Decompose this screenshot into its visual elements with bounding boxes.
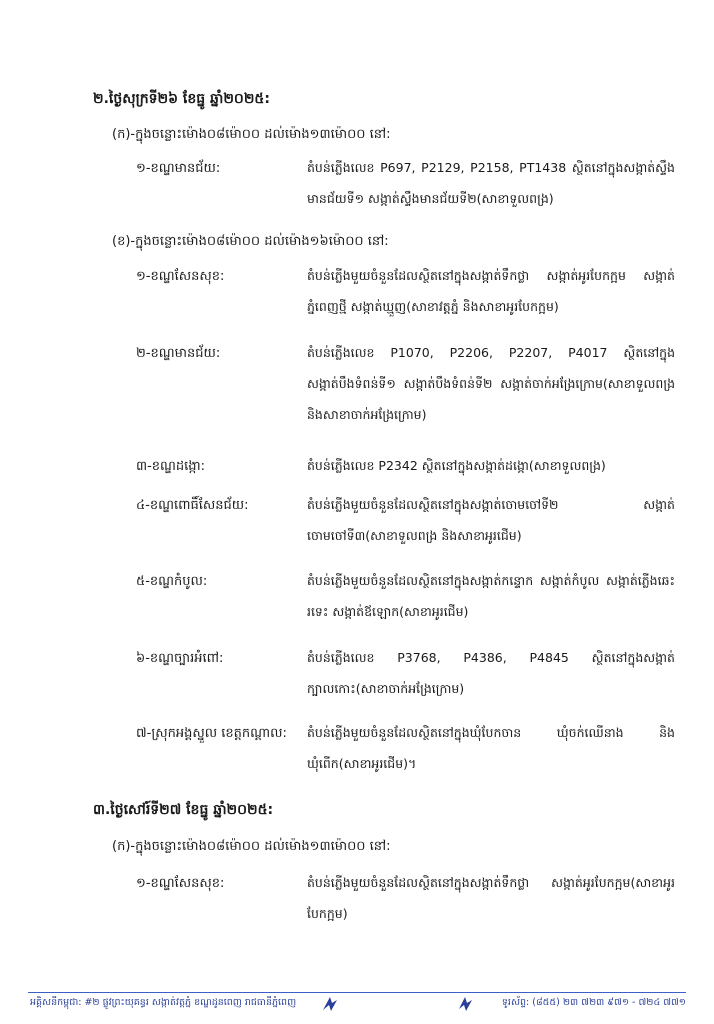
footer-divider <box>28 992 686 993</box>
area-description: តំបន់ភ្លើងមួយចំនួនដែលស្ថិតនៅក្នុងសង្កាត់ទឹកថ្លា សង្កាត់អូរបែកក្អម សង្កាត់ភ្នំពេញថ្មី សង្កាត់ឃ្មួញ(សាខាវត្តភ្នំ និងសាខាអូរបែកក្អម) <box>307 268 675 314</box>
area-description: តំបន់ភ្លើងមួយចំនួនដែលស្ថិតនៅក្នុងសង្កាត់កន្ទោក សង្កាត់កំបូល សង្កាត់ភ្លើងឆេះរទេះ សង្កាត់ឪឡោក(សាខាអូរជើម) <box>307 573 675 619</box>
day-heading-saturday-27: ៣.ថ្ងៃសៅរ៍ទី២៧ ខែធ្នូ ឆ្នាំ២០២៥: <box>93 802 274 818</box>
area-description: តំបន់ភ្លើងលេខ P697, P2129, P2158, PT1438 ស្ថិតនៅក្នុងសង្កាត់ស្ទឹងមានជ័យទី១ សង្កាត់ស្ទឹងមានជ័យទី២(សាខាទួលពង្រ) <box>307 160 675 206</box>
area-description: តំបន់ភ្លើងមួយចំនួនដែលស្ថិតនៅក្នុងឃុំបែកចាន ឃុំចក់ឈើនាង និងឃុំពើក(សាខាអូរជើម)។ <box>307 725 675 771</box>
area-description: តំបន់ភ្លើងមួយចំនួនដែលស្ថិតនៅក្នុងសង្កាត់ទឹកថ្លា សង្កាត់អូរបែកក្អម(សាខាអូរបែកក្អម) <box>307 875 675 921</box>
district-label: ៤-ខណ្ឌពោធិ៍សែនជ័យ: <box>136 498 249 513</box>
district-label: ៣-ខណ្ឌដង្កោ: <box>136 459 206 474</box>
area-description: តំបន់ភ្លើងលេខ P3768, P4386, P4845 ស្ថិតនៅក្នុងសង្កាត់ក្បាលកោះ(សាខាចាក់អង្រែក្រោម) <box>307 650 675 696</box>
period-label-b: (ខ)-ក្នុងចន្លោះម៉ោង០៨ម៉ោ០០ ដល់ម៉ោង១៦ម៉ោ០០ នៅ: <box>112 234 389 249</box>
phone-logo-icon <box>456 994 476 1014</box>
period-label-a: (ក)-ក្នុងចន្លោះម៉ោង០៨ម៉ោ០០ ដល់ម៉ោង១៣ម៉ោ០០ នៅ: <box>112 839 391 854</box>
area-description: តំបន់ភ្លើងលេខ P1070, P2206, P2207, P4017 ស្ថិតនៅក្នុងសង្កាត់បឹងទំពន់ទី១ សង្កាត់បឹងទំពន់ទី២ សង្កាត់ចាក់អង្រែក្រោម(សាខាទួលពង្រ និងសាខាចាក់អង្រែក្រោម) <box>307 345 675 422</box>
district-label: ២-ខណ្ឌមានជ័យ: <box>136 346 221 361</box>
district-label: ១-ខណ្ឌសែនសុខ: <box>136 269 225 284</box>
footer-phone: ទូរស័ព្ទ: (៨៥៥) ២៣ ៧២៣ ៩៧១ - ៧២៤ ៧៧១ <box>501 997 686 1008</box>
day-heading-friday-26: ២.ថ្ងៃសុក្រទី២៦ ខែធ្នូ ឆ្នាំ២០២៥: <box>93 91 270 107</box>
district-label: ១-ខណ្ឌសែនសុខ: <box>136 876 225 891</box>
district-label: ៦-ខណ្ឌច្បារអំពៅ: <box>136 651 224 666</box>
district-label: ៧-ស្រុកអង្គស្នួល ខេត្តកណ្ដាល: <box>136 726 287 741</box>
district-label: ៥-ខណ្ឌកំបូល: <box>136 574 208 589</box>
period-label-a: (ក)-ក្នុងចន្លោះម៉ោង០៨ម៉ោ០០ ដល់ម៉ោង១៣ម៉ោ០០ នៅ: <box>112 127 391 142</box>
area-description: តំបន់ភ្លើងលេខ P2342 ស្ថិតនៅក្នុងសង្កាត់ដង្កោ(សាខាទួលពង្រ) <box>307 458 606 473</box>
area-description: តំបន់ភ្លើងមួយចំនួនដែលស្ថិតនៅក្នុងសង្កាត់ចោមចៅទី២ សង្កាត់ចោមចៅទី៣(សាខាទួលពង្រ និងសាខាអូរជើម) <box>307 497 675 543</box>
district-label: ១-ខណ្ឌមានជ័យ: <box>136 161 221 176</box>
edc-logo-icon <box>320 994 340 1014</box>
footer-address: អគ្គិសនីកម្ពុជា: #២ ផ្លូវព្រះយុគន្ធរ សង្កាត់វត្តភ្នំ ខណ្ឌដូនពេញ រាជធានីភ្នំពេញ <box>30 997 297 1008</box>
